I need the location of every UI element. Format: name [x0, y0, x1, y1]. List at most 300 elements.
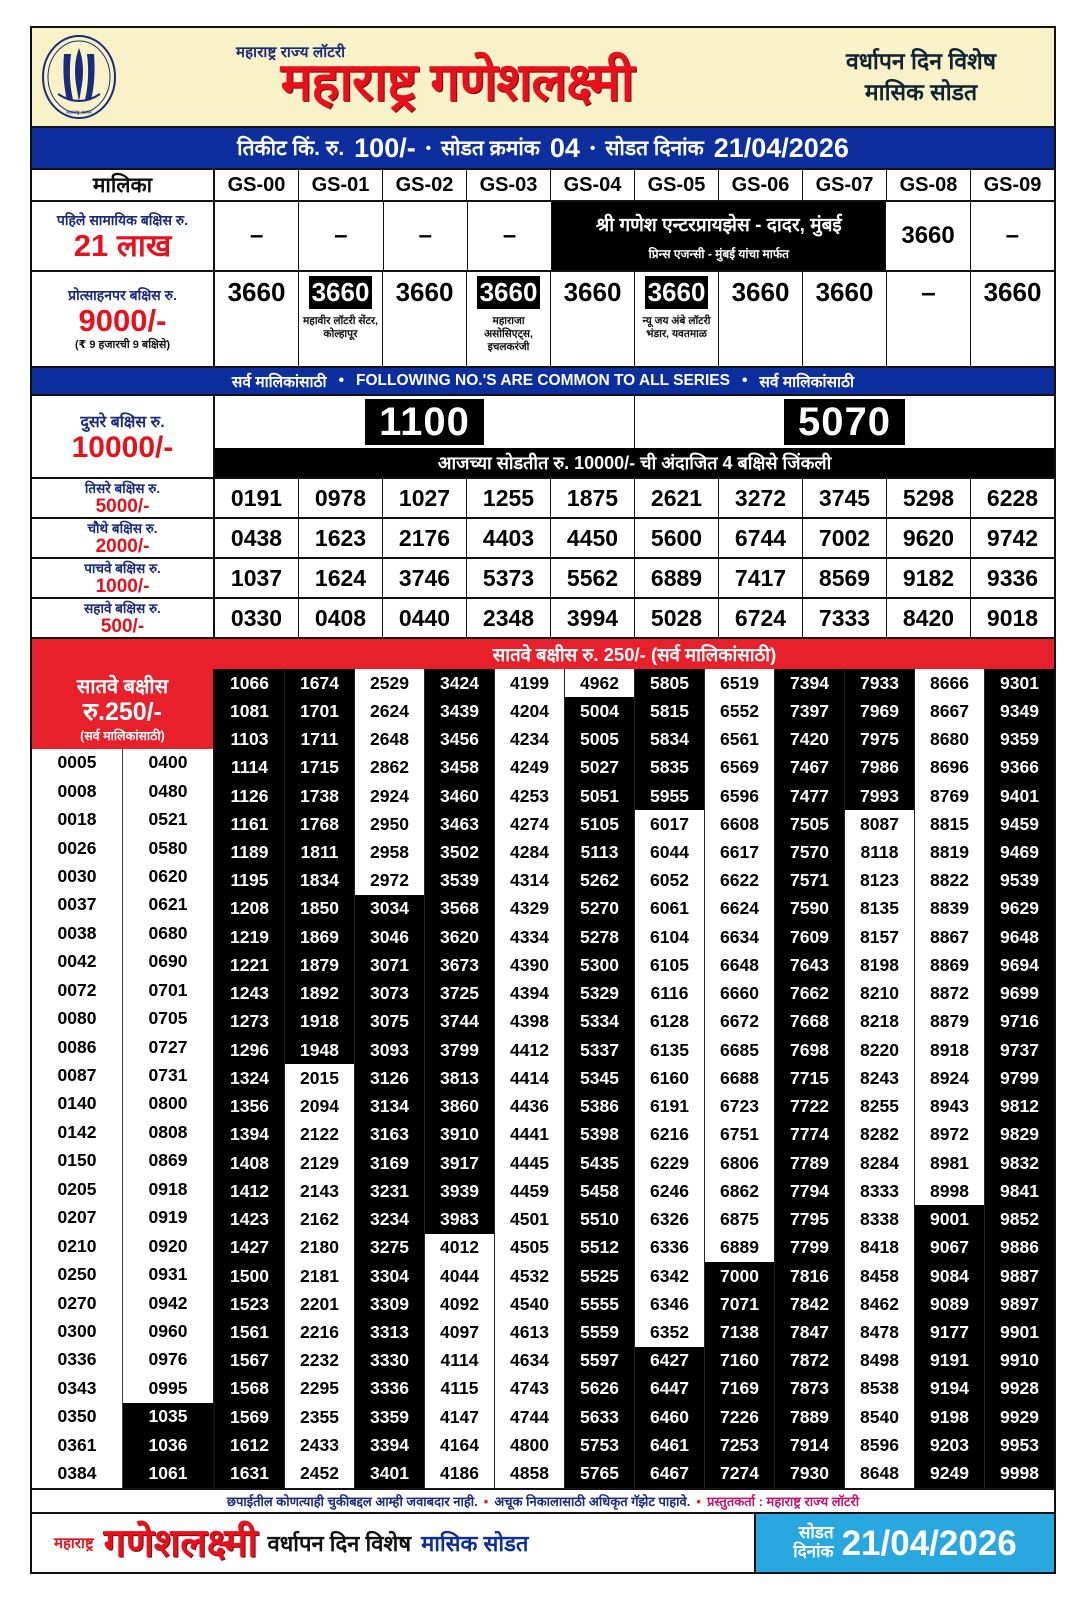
seventh-number-cell: 4334 — [495, 923, 564, 951]
consolation-cell — [467, 272, 551, 366]
seventh-number-cell: 3460 — [425, 782, 494, 810]
seventh-number-cell: 4398 — [495, 1008, 564, 1036]
slogan-line-1: वर्धापन दिन विशेष — [845, 47, 997, 74]
seventh-number-cell: 3568 — [425, 895, 494, 923]
seventh-number-cell: 3463 — [425, 810, 494, 838]
seventh-number-cell: 6105 — [635, 951, 704, 979]
prize-row-cell: 1255 — [467, 479, 551, 517]
seventh-number-cell: 4445 — [495, 1149, 564, 1177]
seventh-number-cell: 0037 — [32, 891, 122, 919]
prize-row-label-top: सहावे बक्षिस रु. — [84, 601, 161, 617]
seventh-number-cell: 4204 — [495, 697, 564, 725]
seventh-right-column — [985, 669, 1054, 1488]
seventh-number-cell: 9359 — [985, 725, 1054, 753]
seventh-number-cell: 7715 — [775, 1064, 844, 1092]
seventh-number-cell: 5334 — [565, 1008, 634, 1036]
consolation-label-top: प्रोत्साहनपर बक्षिस रु. — [68, 286, 177, 303]
seventh-number-cell: 4097 — [425, 1318, 494, 1346]
seventh-number-cell: 6246 — [635, 1177, 704, 1205]
seventh-number-cell: 0808 — [123, 1118, 213, 1146]
seventh-number-cell: 7698 — [775, 1036, 844, 1064]
seventh-number-cell: 0210 — [32, 1232, 122, 1260]
seventh-number-cell: 3309 — [355, 1290, 424, 1318]
seventh-number-cell: 8243 — [845, 1064, 914, 1092]
seventh-number-cell: 4186 — [425, 1460, 494, 1488]
prize-row-label-top: चौथे बक्षिस रु. — [87, 521, 158, 537]
consolation-cells — [215, 272, 1054, 366]
seventh-number-cell: 7795 — [775, 1205, 844, 1233]
seventh-number-cell: 0480 — [123, 777, 213, 805]
seventh-number-cell: 8839 — [915, 895, 984, 923]
draw-number-label: सोडत क्रमांक — [440, 137, 540, 160]
seventh-number-cell: 9910 — [985, 1347, 1054, 1375]
seventh-number-cell: 6346 — [635, 1290, 704, 1318]
seventh-number-cell: 5955 — [635, 782, 704, 810]
seventh-number-cell: 8872 — [915, 980, 984, 1008]
seventh-number-cell: 3275 — [355, 1234, 424, 1262]
seventh-number-cell: 8198 — [845, 951, 914, 979]
seventh-number-cell: 9887 — [985, 1262, 1054, 1290]
seventh-number-cell: 4501 — [495, 1205, 564, 1233]
footer-date-label-line-2: दिनांक — [793, 1542, 834, 1561]
seventh-number-cell: 8210 — [845, 980, 914, 1008]
seventh-number-cell: 4234 — [495, 725, 564, 753]
seventh-number-cell: 4284 — [495, 838, 564, 866]
seventh-number-cell: 6875 — [705, 1205, 774, 1233]
seventh-number-cell: 9001 — [915, 1205, 984, 1233]
footer-date-value: 21/04/2026 — [841, 1523, 1017, 1563]
seventh-number-cell: 0207 — [32, 1204, 122, 1232]
seventh-number-cell: 6061 — [635, 895, 704, 923]
seventh-number-cell: 0701 — [123, 976, 213, 1004]
second-prize-row — [32, 396, 1054, 479]
seventh-number-cell: 5525 — [565, 1262, 634, 1290]
prize-row-label — [32, 559, 215, 597]
seventh-number-cell: 0018 — [32, 805, 122, 833]
footer-date-label-line-1: सोडत — [798, 1523, 834, 1543]
seventh-number-cell: 3359 — [355, 1403, 424, 1431]
seventh-number-cell: 9366 — [985, 754, 1054, 782]
second-prize-number: 1100 — [365, 399, 484, 445]
seventh-number-cell: 1918 — [285, 1008, 354, 1036]
seventh-number-cell: 9841 — [985, 1177, 1054, 1205]
seventh-number-cell: 9194 — [915, 1375, 984, 1403]
seventh-number-cell: 8815 — [915, 810, 984, 838]
seventh-number-cell: 8478 — [845, 1318, 914, 1346]
seventh-number-cell: 8981 — [915, 1149, 984, 1177]
seventh-number-cell: 7394 — [775, 669, 844, 697]
consolation-cell — [299, 272, 383, 366]
series-name-cell: GS-07 — [803, 170, 887, 200]
disclaimer-part-1: छपाईतील कोणत्याही चुकीबद्दल आम्ही जवाबदार नाही. — [226, 1494, 478, 1509]
seventh-number-cell: 2232 — [285, 1347, 354, 1375]
seventh-number-cell: 2924 — [355, 782, 424, 810]
seventh-number-cell: 3983 — [425, 1205, 494, 1233]
seventh-number-cell: 0942 — [123, 1289, 213, 1317]
seventh-number-cell: 0620 — [123, 862, 213, 890]
seventh-number-cell: 1423 — [215, 1205, 284, 1233]
seventh-number-cell: 9737 — [985, 1036, 1054, 1064]
prize-row-label-top: तिसरे बक्षिस रु. — [84, 481, 161, 497]
seventh-number-cell: 2015 — [285, 1064, 354, 1092]
prize-row-amount: 1000/- — [95, 576, 150, 598]
seventh-number-cell: 1768 — [285, 810, 354, 838]
seventh-number-cell: 3394 — [355, 1431, 424, 1459]
seventh-number-cell: 1412 — [215, 1177, 284, 1205]
seventh-number-cell: 2181 — [285, 1262, 354, 1290]
first-prize-cell-gs09: – — [1005, 222, 1020, 249]
second-prize-number: 5070 — [784, 399, 905, 445]
seventh-number-cell: 5510 — [565, 1205, 634, 1233]
seventh-number-cell: 2295 — [285, 1375, 354, 1403]
seventh-number-cell: 0080 — [32, 1004, 122, 1032]
seventh-number-cell: 0030 — [32, 862, 122, 890]
prize-row-cell: 3272 — [719, 479, 803, 517]
seventh-number-cell: 0086 — [32, 1033, 122, 1061]
seventh-number-cell: 6460 — [635, 1403, 704, 1431]
consolation-cell — [551, 272, 635, 366]
seventh-number-cell: 6336 — [635, 1234, 704, 1262]
prize-row-cell: 4403 — [467, 519, 551, 557]
seventh-number-cell: 5051 — [565, 782, 634, 810]
seventh-number-cell: 7933 — [845, 669, 914, 697]
seventh-number-cell: 3313 — [355, 1318, 424, 1346]
seventh-number-cell: 1561 — [215, 1318, 284, 1346]
seventh-number-cell: 8667 — [915, 697, 984, 725]
prize-row-cell: 2176 — [383, 519, 467, 557]
footer-tag-2: मासिक सोडत — [421, 1531, 529, 1556]
seventh-number-cell: 0580 — [123, 834, 213, 862]
series-name-cell: GS-00 — [215, 170, 299, 200]
seventh-caption-line-2: रु.250/- — [83, 698, 162, 726]
seventh-number-cell: 9897 — [985, 1290, 1054, 1318]
seventh-number-cell: 8540 — [845, 1403, 914, 1431]
seventh-number-cell: 1523 — [215, 1290, 284, 1318]
seventh-number-cell: 2529 — [355, 669, 424, 697]
seventh-number-cell: 1195 — [215, 867, 284, 895]
seventh-prize-left-columns — [32, 749, 213, 1489]
prize-row-label — [32, 479, 215, 517]
seventh-number-cell: 6596 — [705, 782, 774, 810]
seventh-number-cell: 1500 — [215, 1262, 284, 1290]
seventh-number-cell: 3134 — [355, 1093, 424, 1121]
seventh-number-cell: 9191 — [915, 1347, 984, 1375]
seventh-number-cell: 4414 — [495, 1064, 564, 1092]
footer-brand — [32, 1514, 754, 1572]
seventh-number-cell: 9699 — [985, 980, 1054, 1008]
disclaimer-part-2: अचूक निकालासाठी अधिकृत गॅझेट पाहावे. — [494, 1494, 691, 1509]
seventh-number-cell: 7226 — [705, 1403, 774, 1431]
consolation-amount: 9000/- — [78, 302, 167, 338]
prize-row-cell: 2621 — [635, 479, 719, 517]
seventh-number-cell: 6806 — [705, 1149, 774, 1177]
seventh-right-column — [425, 669, 495, 1488]
seventh-number-cell: 3910 — [425, 1121, 494, 1149]
seventh-number-cell: 1243 — [215, 980, 284, 1008]
seventh-number-cell: 0042 — [32, 948, 122, 976]
prize-row-amount: 2000/- — [95, 536, 150, 558]
seventh-number-cell: 1394 — [215, 1121, 284, 1149]
series-name-cell: GS-05 — [635, 170, 719, 200]
seventh-number-cell: 1701 — [285, 697, 354, 725]
seventh-number-cell: 3939 — [425, 1177, 494, 1205]
seventh-number-cell: 3234 — [355, 1205, 424, 1233]
slogan-line-2: मासिक सोडत — [864, 79, 978, 105]
seventh-number-cell: 7969 — [845, 697, 914, 725]
arrow-icon — [877, 202, 886, 270]
consolation-prize-row — [32, 272, 1054, 368]
seventh-left-column — [32, 749, 123, 1489]
seventh-number-cell: 0026 — [32, 834, 122, 862]
prize-row-cell: 3746 — [383, 559, 467, 597]
seventh-number-cell: 8282 — [845, 1121, 914, 1149]
seventh-number-cell: 7889 — [775, 1403, 844, 1431]
seventh-number-cell: 8135 — [845, 895, 914, 923]
first-prize-agency-banner — [552, 202, 886, 270]
second-prize-amount: 10000/- — [71, 430, 174, 464]
seventh-number-cell: 7975 — [845, 725, 914, 753]
seventh-number-cell: 0731 — [123, 1061, 213, 1089]
seventh-number-cell: 4147 — [425, 1403, 494, 1431]
prize-row-cell: 0191 — [215, 479, 299, 517]
seventh-number-cell: 3073 — [355, 980, 424, 1008]
first-prize-cells — [215, 202, 1054, 270]
prize-row — [32, 519, 1054, 559]
draw-date-label: सोडत दिनांक — [605, 137, 704, 160]
seventh-number-cell: 1189 — [215, 838, 284, 866]
seventh-number-cell: 1066 — [215, 669, 284, 697]
seventh-number-cell: 5753 — [565, 1431, 634, 1459]
seventh-number-cell: 0350 — [32, 1403, 122, 1431]
seventh-number-cell: 7774 — [775, 1121, 844, 1149]
seventh-number-cell: 9459 — [985, 810, 1054, 838]
seventh-number-cell: 1948 — [285, 1036, 354, 1064]
seventh-number-cell: 2122 — [285, 1121, 354, 1149]
seventh-number-cell: 2143 — [285, 1177, 354, 1205]
seventh-number-cell: 5329 — [565, 980, 634, 1008]
consolation-value: 3660 — [815, 277, 874, 307]
seventh-number-cell: 7986 — [845, 754, 914, 782]
first-prize-cell: – — [468, 202, 552, 270]
seventh-number-cell: 4613 — [495, 1318, 564, 1346]
seventh-number-cell: 6889 — [705, 1234, 774, 1262]
seventh-number-cell: 2162 — [285, 1205, 354, 1233]
seventh-right-column — [285, 669, 355, 1488]
seventh-number-cell: 2624 — [355, 697, 424, 725]
prize-row-cell: 2348 — [467, 599, 551, 637]
prize-row-cell: 7333 — [803, 599, 887, 637]
common-banner-right: सर्व मालिकांसाठी — [759, 374, 855, 391]
agency-name: श्री गणेश एन्टरप्रायझेस - दादर, मुंबई — [595, 214, 842, 236]
seventh-number-cell: 9349 — [985, 697, 1054, 725]
prize-row — [32, 599, 1054, 639]
seventh-number-cell: 4540 — [495, 1290, 564, 1318]
seventh-number-cell: 5597 — [565, 1347, 634, 1375]
seventh-number-cell: 4532 — [495, 1262, 564, 1290]
prize-row-cell: 9336 — [986, 564, 1039, 591]
seventh-number-cell: 4199 — [495, 669, 564, 697]
seventh-number-cell: 9928 — [985, 1375, 1054, 1403]
seventh-number-cell: 7505 — [775, 810, 844, 838]
seventh-number-cell: 0087 — [32, 1061, 122, 1089]
seventh-number-cell: 9401 — [985, 782, 1054, 810]
seventh-number-cell: 3169 — [355, 1149, 424, 1177]
slogan — [796, 46, 1046, 108]
seventh-number-cell: 7590 — [775, 895, 844, 923]
seventh-number-cell: 3860 — [425, 1093, 494, 1121]
consolation-agency: महाराजा असोसिएट्स, इचलकरंजी — [484, 315, 533, 354]
seventh-number-cell: 1408 — [215, 1149, 284, 1177]
seventh-number-cell: 1036 — [123, 1431, 213, 1459]
seventh-number-cell: 5345 — [565, 1064, 634, 1092]
first-prize-cell: – — [215, 202, 299, 270]
prize-row-cell: 9742 — [986, 524, 1039, 551]
seventh-number-cell: 1612 — [215, 1431, 284, 1459]
seventh-number-cell: 2094 — [285, 1093, 354, 1121]
seventh-number-cell: 8157 — [845, 923, 914, 951]
seventh-number-cell: 3456 — [425, 725, 494, 753]
seventh-number-cell: 6017 — [635, 810, 704, 838]
seventh-number-cell: 4800 — [495, 1431, 564, 1459]
seventh-prize-caption — [32, 669, 213, 749]
seventh-number-cell: 2958 — [355, 838, 424, 866]
seventh-number-cell: 1850 — [285, 895, 354, 923]
seventh-number-cell: 7397 — [775, 697, 844, 725]
prize-row-cell: 0440 — [383, 599, 467, 637]
seventh-number-cell: 7930 — [775, 1460, 844, 1488]
prize-row-cell: 5373 — [467, 559, 551, 597]
seventh-number-cell: 5633 — [565, 1403, 634, 1431]
seventh-number-cell: 8924 — [915, 1064, 984, 1092]
seventh-number-cell: 8696 — [915, 754, 984, 782]
seventh-number-cell: 5337 — [565, 1036, 634, 1064]
first-prize-label-top: पहिले सामायिक बक्षिस रु. — [56, 212, 189, 228]
seventh-number-cell: 3401 — [355, 1460, 424, 1488]
seventh-number-cell: 8680 — [915, 725, 984, 753]
seventh-number-cell: 4412 — [495, 1036, 564, 1064]
seventh-number-cell: 4436 — [495, 1093, 564, 1121]
title-block — [118, 44, 796, 112]
seventh-number-cell: 0727 — [123, 1033, 213, 1061]
seventh-number-cell: 0343 — [32, 1374, 122, 1402]
consolation-cell — [971, 272, 1054, 366]
seventh-number-cell: 7138 — [705, 1318, 774, 1346]
seventh-number-cell: 1715 — [285, 754, 354, 782]
seventh-number-cell: 4314 — [495, 867, 564, 895]
seventh-number-cell: 9539 — [985, 867, 1054, 895]
seventh-number-cell: 1061 — [123, 1459, 213, 1487]
seventh-number-cell: 8918 — [915, 1036, 984, 1064]
seventh-prize-banner-text: सातवे बक्षीस रु. 250/- (सर्व मालिकांसाठी) — [492, 643, 777, 665]
seventh-number-cell: 2862 — [355, 754, 424, 782]
seventh-number-cell: 4253 — [495, 782, 564, 810]
seventh-number-cell: 2648 — [355, 725, 424, 753]
disclaimer-dot-1: • — [483, 1493, 489, 1509]
seventh-number-cell: 7643 — [775, 951, 844, 979]
seventh-number-cell: 1126 — [215, 782, 284, 810]
seventh-number-cell: 6608 — [705, 810, 774, 838]
seventh-number-cell: 7789 — [775, 1149, 844, 1177]
seventh-number-cell: 6191 — [635, 1093, 704, 1121]
seventh-number-cell: 7722 — [775, 1093, 844, 1121]
seventh-number-cell: 7609 — [775, 923, 844, 951]
separator-dot: • — [425, 139, 431, 157]
seventh-number-cell: 7872 — [775, 1347, 844, 1375]
seventh-number-cell: 8087 — [845, 810, 914, 838]
seventh-number-cell: 8822 — [915, 867, 984, 895]
seventh-number-cell: 1869 — [285, 923, 354, 951]
seventh-number-cell: 4390 — [495, 951, 564, 979]
common-banner-left: सर्व मालिकांसाठी — [231, 374, 327, 391]
seventh-number-cell: 7274 — [705, 1460, 774, 1488]
seventh-number-cell: 1081 — [215, 697, 284, 725]
seventh-number-cell: 7873 — [775, 1375, 844, 1403]
seventh-number-cell: 2129 — [285, 1149, 354, 1177]
seventh-number-cell: 3075 — [355, 1008, 424, 1036]
seventh-number-cell: 3336 — [355, 1375, 424, 1403]
prize-row-cell: 5562 — [551, 559, 635, 597]
seventh-number-cell: 9198 — [915, 1403, 984, 1431]
prize-row-cell: 6744 — [719, 519, 803, 557]
seventh-number-cell: 3458 — [425, 754, 494, 782]
seventh-number-cell: 0976 — [123, 1346, 213, 1374]
consolation-cell — [215, 272, 299, 366]
seventh-number-cell: 8123 — [845, 867, 914, 895]
seventh-number-cell: 5815 — [635, 697, 704, 725]
seventh-number-cell: 6342 — [635, 1262, 704, 1290]
second-prize-label — [32, 396, 215, 477]
seventh-number-cell: 9716 — [985, 1008, 1054, 1036]
series-name-cell: GS-08 — [887, 170, 971, 200]
prize-row-cell: 1037 — [215, 559, 299, 597]
ticket-price-value: 100/- — [354, 132, 416, 163]
seventh-prize-body — [32, 669, 1054, 1488]
seventh-number-cell: 3071 — [355, 951, 424, 979]
seventh-number-cell: 9177 — [915, 1318, 984, 1346]
seventh-number-cell: 4634 — [495, 1347, 564, 1375]
seventh-number-cell: 0336 — [32, 1346, 122, 1374]
seventh-number-cell: 3502 — [425, 838, 494, 866]
seventh-number-cell: 6751 — [705, 1121, 774, 1149]
seventh-number-cell: 5458 — [565, 1177, 634, 1205]
seventh-number-cell: 8819 — [915, 838, 984, 866]
seventh-number-cell: 8972 — [915, 1121, 984, 1149]
seventh-number-cell: 7816 — [775, 1262, 844, 1290]
seventh-number-cell: 0384 — [32, 1459, 122, 1487]
seventh-right-column — [215, 669, 285, 1488]
seventh-number-cell: 3046 — [355, 923, 424, 951]
seventh-number-cell: 0521 — [123, 805, 213, 833]
seventh-number-cell: 1569 — [215, 1403, 284, 1431]
seventh-number-cell: 9089 — [915, 1290, 984, 1318]
seventh-number-cell: 7000 — [705, 1262, 774, 1290]
seventh-number-cell: 6326 — [635, 1205, 704, 1233]
seventh-right-column — [355, 669, 425, 1488]
seventh-number-cell: 6216 — [635, 1121, 704, 1149]
seventh-prize-banner-spacer — [32, 639, 215, 669]
prize-row-cell: 8569 — [803, 559, 887, 597]
disclaimer-part-3: प्रस्तुतकर्ता : महाराष्ट्र राज्य लॉटरी — [706, 1494, 860, 1509]
seventh-number-cell: 9799 — [985, 1064, 1054, 1092]
second-prize-number-cell — [635, 396, 1054, 448]
seventh-number-cell: 0680 — [123, 919, 213, 947]
first-prize-amount: 21 लाख — [73, 228, 172, 263]
seventh-number-cell: 7160 — [705, 1347, 774, 1375]
seventh-number-cell: 3304 — [355, 1262, 424, 1290]
seventh-number-cell: 2972 — [355, 867, 424, 895]
page-title: महाराष्ट्र गणेशलक्ष्मी — [280, 53, 634, 112]
seventh-number-cell: 9998 — [985, 1460, 1054, 1488]
